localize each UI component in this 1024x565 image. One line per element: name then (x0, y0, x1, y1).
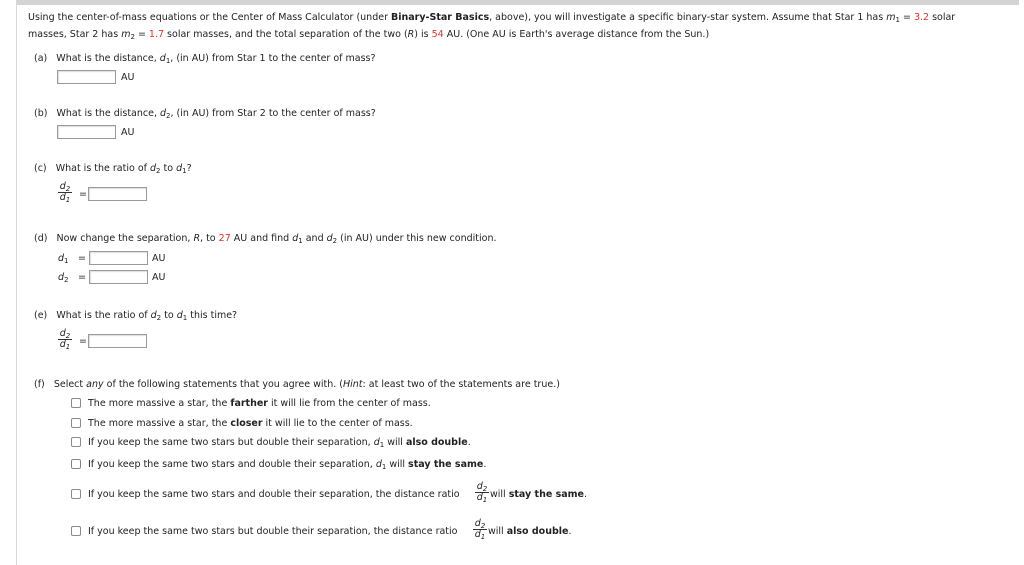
d2-equals: = (78, 272, 86, 283)
checkbox-option-1[interactable] (71, 398, 81, 408)
option-1-text: The more massive a star, the farther it will lie from the center of mass. (88, 398, 431, 409)
answer-d2-input[interactable] (89, 270, 148, 284)
answer-d1-input[interactable] (89, 251, 148, 265)
option-2-text: The more massive a star, the closer it will lie to the center of mass. (88, 418, 413, 429)
answer-b-input[interactable] (57, 125, 116, 139)
d2-label: $d_2$ (58, 272, 69, 284)
checkbox-option-4[interactable] (71, 459, 81, 469)
question-c: (c) What is the ratio of $d_2$ to $d_1$? (34, 163, 192, 175)
ratio-fraction-option-6: $\frac{d_2}{d_1}$ (474, 518, 486, 541)
m2-value: 1.7 (148, 29, 165, 40)
ratio-fraction-c: $\frac{d_2}{d_1}$ (59, 181, 71, 204)
option-4-text: If you keep the same two stars and double their separation, $d_1$ will stay the same. (88, 459, 487, 471)
option-3-text: If you keep the same two stars but double their separation, $d_1$ will also double. (88, 437, 471, 449)
intro-line-2: masses, Star 2 has $m_2 = 1.7$ solar masses, and the total separation of the two (R) is 54 AU. (One AU is Earth's average distance from the Sun.) (28, 29, 710, 41)
option-6-text: If you keep the same two stars but double their separation, the distance ratio (88, 526, 458, 537)
equals-c: = (79, 189, 87, 200)
unit-d1: AU (152, 253, 166, 264)
unit-b: AU (121, 127, 135, 138)
option-6-tail: will also double. (488, 526, 572, 537)
new-R-value: 27 (218, 233, 231, 244)
equals-e: = (79, 336, 87, 347)
question-f: (f) Select any of the following statements that you agree with. (Hint: at least two of the statements are true.) (34, 379, 560, 390)
answer-c-input[interactable] (88, 187, 147, 201)
ratio-fraction-option-5: $\frac{d_2}{d_1}$ (476, 481, 488, 504)
question-b: (b) What is the distance, $d_2$, (in AU) from Star 2 to the center of mass? (34, 108, 376, 120)
option-5-tail: will stay the same. (490, 489, 588, 500)
d1-label: $d_1$ (58, 253, 69, 265)
answer-a-input[interactable] (57, 70, 116, 84)
unit-d2: AU (152, 272, 166, 283)
question-d: (d) Now change the separation, R, to 27 AU and find $d_1$ and $d_2$ (in AU) under this new condition. (34, 233, 497, 245)
checkbox-option-5[interactable] (71, 489, 81, 499)
m1-value: 3.2 (913, 12, 930, 23)
question-a: (a) What is the distance, $d_1$, (in AU) from Star 1 to the center of mass? (34, 53, 376, 65)
checkbox-option-3[interactable] (71, 437, 81, 447)
intro-line-1: Using the center-of-mass equations or the Center of Mass Calculator (under Binary-Star Basics, above), you will investigate a specific binary-star system. Assume that Star 1 has $m_1 = 3.2$ solar (28, 12, 956, 24)
answer-e-input[interactable] (88, 334, 147, 348)
question-e: (e) What is the ratio of $d_2$ to $d_1$ this time? (34, 310, 238, 322)
content-frame (16, 0, 1019, 565)
ratio-fraction-e: $\frac{d_2}{d_1}$ (59, 328, 71, 351)
checkbox-option-2[interactable] (71, 418, 81, 428)
binary-star-basics-link[interactable]: Binary-Star Basics (391, 12, 490, 23)
option-5-text: If you keep the same two stars and double their separation, the distance ratio (88, 489, 460, 500)
checkbox-option-6[interactable] (71, 526, 81, 536)
unit-a: AU (121, 72, 135, 83)
d1-equals: = (78, 253, 86, 264)
R-value: 54 (431, 29, 444, 40)
